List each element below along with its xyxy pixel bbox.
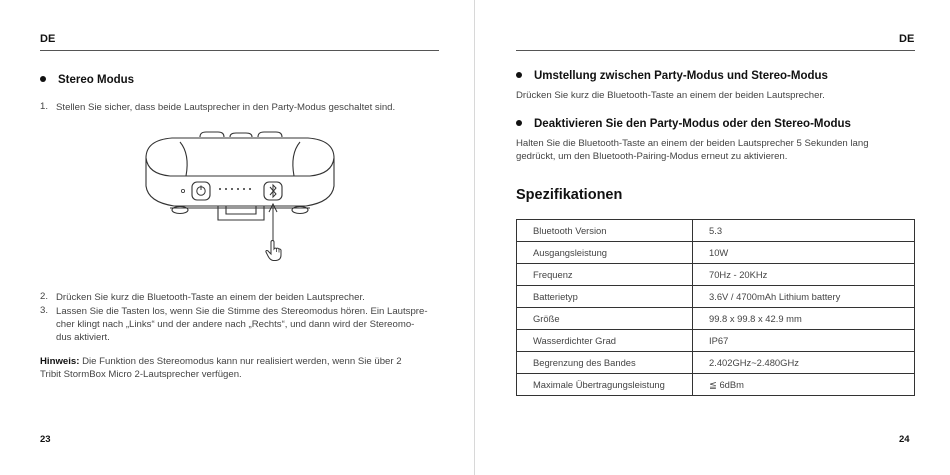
power-icon: [192, 182, 210, 200]
speaker-device-illustration: [140, 128, 340, 263]
bullet-icon: [516, 72, 522, 78]
deactivate-mode-line-2: gedrückt, um den Bluetooth-Pairing-Modus erneut zu aktivieren.: [516, 151, 788, 162]
specifications-table: [516, 219, 915, 396]
left-page: [0, 0, 474, 475]
table-row: [517, 330, 915, 352]
bluetooth-icon: [264, 182, 282, 200]
spec-value: 70Hz - 20KHz: [693, 264, 915, 286]
spec-value: 99.8 x 99.8 x 42.9 mm: [693, 308, 915, 330]
table-row: [517, 242, 915, 264]
step-number: 3.: [40, 305, 49, 316]
switch-mode-text: Drücken Sie kurz die Bluetooth-Taste an einem der beiden Lautsprecher.: [516, 90, 825, 101]
stereo-mode-heading: Stereo Modus: [40, 74, 134, 86]
step-1-text: Stellen Sie sicher, dass beide Lautsprecher in den Party-Modus geschaltet sind.: [56, 102, 396, 113]
spec-label: Größe: [517, 308, 693, 330]
hint-line-1: [40, 355, 402, 368]
spec-label: Frequenz: [517, 264, 693, 286]
table-row: [517, 220, 915, 242]
table-row: [517, 374, 915, 396]
spec-value: 3.6V / 4700mAh Lithium battery: [693, 286, 915, 308]
table-row: [517, 264, 915, 286]
step-2-text: Drücken Sie kurz die Bluetooth-Taste an einem der beiden Lautsprecher.: [56, 292, 365, 303]
header-rule: [40, 50, 439, 51]
spec-value: IP67: [693, 330, 915, 352]
hint-label: Hinweis:: [40, 356, 80, 367]
spec-label: Begrenzung des Bandes: [517, 352, 693, 374]
table-row: [517, 286, 915, 308]
spec-label: Batterietyp: [517, 286, 693, 308]
spec-value: 10W: [693, 242, 915, 264]
page-divider: [474, 0, 475, 475]
switch-mode-heading: Umstellung zwischen Party-Modus und Stereo-Modus: [516, 70, 828, 82]
table-row: [517, 308, 915, 330]
hint-text: Die Funktion des Stereomodus kann nur realisiert werden, wenn Sie über 2: [82, 356, 402, 367]
spec-label: Bluetooth Version: [517, 220, 693, 242]
page-number: 24: [899, 434, 910, 445]
step-number: 2.: [40, 291, 49, 302]
step-3-line-1: Lassen Sie die Tasten los, wenn Sie die Stimme des Stereomodus hören. Ein Lautspre-: [56, 306, 428, 317]
spec-label: Ausgangsleistung: [517, 242, 693, 264]
deactivate-mode-heading: Deaktivieren Sie den Party-Modus oder den Stereo-Modus: [516, 118, 851, 130]
deactivate-mode-line-1: Halten Sie die Bluetooth-Taste an einem der beiden Lautsprecher 5 Sekunden lang: [516, 138, 869, 149]
table-row: [517, 352, 915, 374]
step-3-line-3: dus aktiviert.: [56, 332, 110, 343]
step-number: 1.: [40, 101, 49, 112]
spec-value: 2.402GHz~2.480GHz: [693, 352, 915, 374]
page-number: 23: [40, 434, 51, 445]
spec-value: ≦ 6dBm: [693, 374, 915, 396]
spec-value: 5.3: [693, 220, 915, 242]
right-page: [476, 0, 950, 475]
language-label: DE: [899, 33, 915, 45]
hand-pointer-icon: [264, 240, 284, 262]
bullet-icon: [40, 76, 46, 82]
bullet-icon: [516, 120, 522, 126]
specifications-title: Spezifikationen: [516, 187, 623, 203]
header-rule: [516, 50, 915, 51]
hint-line-2: Tribit StormBox Micro 2-Lautsprecher verfügen.: [40, 369, 242, 380]
spec-label: Wasserdichter Grad: [517, 330, 693, 352]
spec-label: Maximale Übertragungsleistung: [517, 374, 693, 396]
step-3-line-2: cher klingt nach „Links“ und der andere nach „Rechts“, und dann wird der Stereomo-: [56, 319, 415, 330]
language-label: DE: [40, 33, 56, 45]
